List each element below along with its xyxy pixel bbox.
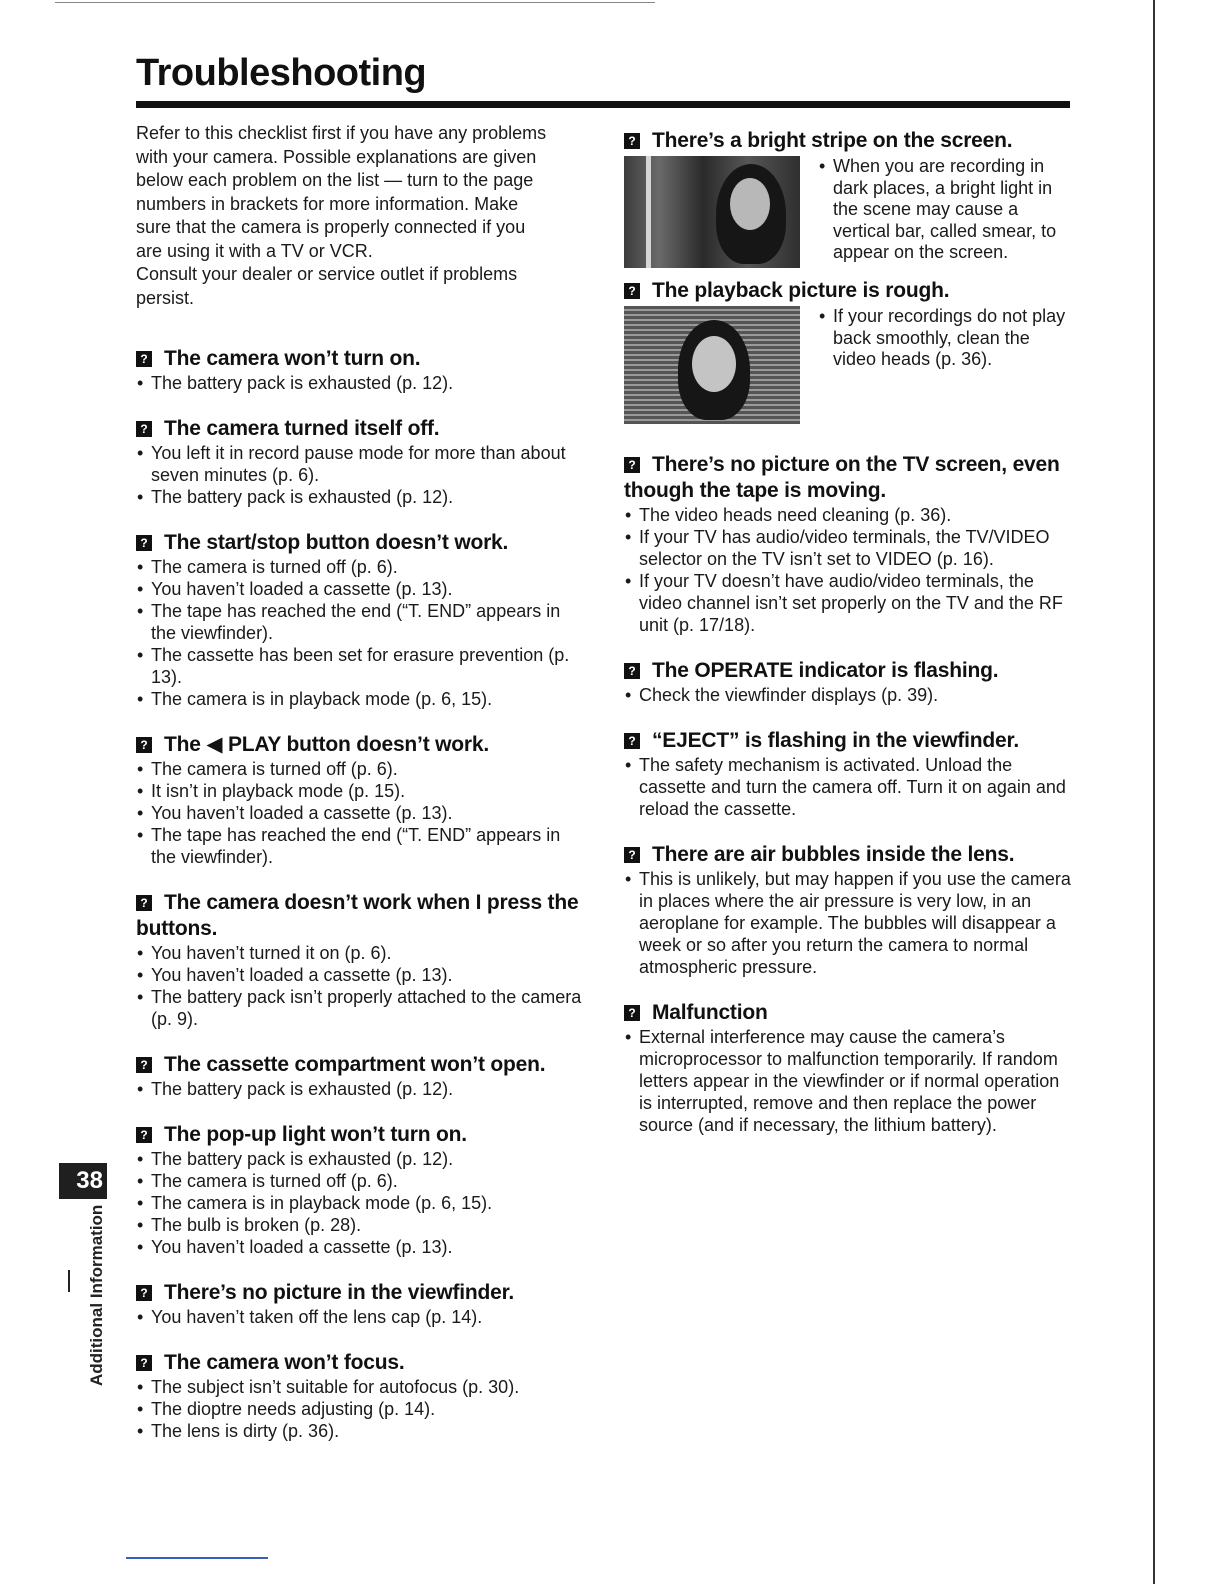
intro-line: persist. (136, 287, 195, 308)
list-item: • The battery pack is exhausted (p. 12). (136, 372, 586, 394)
problem-bright-stripe (624, 128, 1074, 268)
list-item: • The battery pack is exhausted (p. 12). (136, 1078, 586, 1100)
example-with-photo (624, 306, 1074, 424)
problem-operate-flashing (624, 658, 1074, 706)
intro-line: below each problem on the list — turn to the page (136, 170, 534, 190)
intro-line: numbers in brackets for more information. Make (136, 193, 519, 214)
list-item: • Check the viewfinder displays (p. 39). (624, 684, 1074, 706)
problem-title: The start/stop button doesn’t work. (164, 531, 509, 554)
question-icon: ? (136, 535, 152, 551)
list-item: • You haven’t turned it on (p. 6). (136, 942, 586, 964)
problem-no-viewfinder-picture (136, 1280, 586, 1328)
problem-title: There’s no picture on the TV screen, even though the tape is moving. (624, 453, 1060, 502)
list-item: • The battery pack is exhausted (p. 12). (136, 1148, 586, 1170)
question-icon: ? (624, 847, 640, 863)
problem-rough-playback (624, 278, 1074, 424)
list-item: • This is unlikely, but may happen if you use the camera in places where the air pressure is very low, in an aeroplane for example. The bubbles will disappear a week or so after you return the camera to normal atmospheric pressure. (624, 868, 1074, 978)
problem-title: The camera won’t turn on. (164, 347, 421, 370)
problem-camera-turned-off (136, 416, 586, 508)
list-item: • It isn’t in playback mode (p. 15). (136, 780, 586, 802)
question-icon: ? (136, 1127, 152, 1143)
problem-heading (624, 658, 1074, 684)
problem-title: There’s no picture in the viewfinder. (164, 1281, 515, 1304)
problem-heading (136, 1052, 586, 1078)
scan-mark-bottom (126, 1557, 268, 1559)
question-icon: ? (624, 283, 640, 299)
problem-play-button (136, 732, 586, 868)
problem-heading (624, 452, 1074, 504)
problem-title: The camera doesn’t work when I press the buttons. (136, 891, 579, 940)
list-item: • The video heads need cleaning (p. 36). (624, 504, 1074, 526)
question-icon: ? (136, 351, 152, 367)
problem-title: The cassette compartment won’t open. (164, 1053, 546, 1076)
problem-heading (136, 1280, 586, 1306)
smear-example-photo (624, 156, 800, 268)
problem-heading (624, 728, 1074, 754)
page-title: Troubleshooting (136, 52, 427, 94)
problem-title: The playback picture is rough. (652, 279, 950, 302)
scan-edge-top (55, 2, 655, 3)
question-icon: ? (136, 895, 152, 911)
list-item: • You left it in record pause mode for more than about seven minutes (p. 6). (136, 442, 586, 486)
title-rule (136, 101, 1070, 108)
list-item: • The camera is in playback mode (p. 6, 15). (136, 688, 586, 710)
problem-title: The OPERATE indicator is flashing. (652, 659, 999, 682)
problem-title: “EJECT” is flashing in the viewfinder. (652, 729, 1019, 752)
problem-heading (624, 278, 1074, 304)
list-item: • The camera is turned off (p. 6). (136, 556, 586, 578)
problem-title: The camera won’t focus. (164, 1351, 405, 1374)
list-item: • If your TV doesn’t have audio/video terminals, the video channel isn’t set properly on the TV and the RF unit (p. 17/18). (624, 570, 1074, 636)
list-item: • You haven’t loaded a cassette (p. 13). (136, 964, 586, 986)
problem-cassette-compartment (136, 1052, 586, 1100)
list-item: • The dioptre needs adjusting (p. 14). (136, 1398, 586, 1420)
problem-title: There’s a bright stripe on the screen. (652, 129, 1013, 152)
page-number-tab: 38 (59, 1163, 107, 1199)
problem-heading (624, 1000, 1074, 1026)
question-icon: ? (624, 133, 640, 149)
list-item: • The tape has reached the end (“T. END” appears in the viewfinder). (136, 824, 586, 868)
problem-no-tv-picture (624, 452, 1074, 636)
rough-playback-photo (624, 306, 800, 424)
side-rule (68, 1270, 70, 1292)
problem-title: Malfunction (652, 1001, 768, 1024)
problem-heading (136, 890, 586, 942)
problem-heading (624, 128, 1074, 154)
list-item: • External interference may cause the camera’s microprocessor to malfunction temporarily. If random letters appear in the viewfinder or if normal operation is interrupted, remove and then replace the power source (and if necessary, the lithium battery). (624, 1026, 1074, 1136)
list-item: • The tape has reached the end (“T. END” appears in the viewfinder). (136, 600, 586, 644)
list-item: • The camera is in playback mode (p. 6, 15). (136, 1192, 586, 1214)
question-icon: ? (136, 1057, 152, 1073)
list-item: • The cassette has been set for erasure prevention (p. 13). (136, 644, 586, 688)
list-item: • The camera is turned off (p. 6). (136, 1170, 586, 1192)
list-item: • If your recordings do not play back smoothly, clean the video heads (p. 36). (818, 306, 1074, 371)
scan-edge-right (1153, 0, 1155, 1584)
problem-title: The pop-up light won’t turn on. (164, 1123, 467, 1146)
list-item: • You haven’t loaded a cassette (p. 13). (136, 1236, 586, 1258)
list-item: • You haven’t taken off the lens cap (p. 14). (136, 1306, 586, 1328)
problem-camera-wont-turn-on (136, 346, 586, 394)
problem-title: There are air bubbles inside the lens. (652, 843, 1015, 866)
problem-wont-focus (136, 1350, 586, 1442)
intro-line: with your camera. Possible explanations are given (136, 146, 537, 167)
list-item: • The camera is turned off (p. 6). (136, 758, 586, 780)
list-item: • The bulb is broken (p. 28). (136, 1214, 586, 1236)
problem-heading (136, 346, 586, 372)
problem-air-bubbles (624, 842, 1074, 978)
list-item: • The subject isn’t suitable for autofocus (p. 30). (136, 1376, 586, 1398)
question-icon: ? (624, 1005, 640, 1021)
problem-title: The camera turned itself off. (164, 417, 440, 440)
intro-line: are using it with a TV or VCR. (136, 240, 373, 261)
problem-heading (136, 732, 586, 758)
problem-heading (624, 842, 1074, 868)
list-item: • The battery pack is exhausted (p. 12). (136, 486, 586, 508)
problem-heading (136, 416, 586, 442)
smear-stripe (646, 156, 651, 268)
list-item: • The lens is dirty (p. 36). (136, 1420, 586, 1442)
problem-eject-flashing (624, 728, 1074, 820)
example-with-photo (624, 156, 1074, 268)
question-icon: ? (136, 737, 152, 753)
list-item: • The battery pack isn’t properly attached to the camera (p. 9). (136, 986, 586, 1030)
left-column (136, 122, 586, 1442)
problem-heading (136, 1350, 586, 1376)
photo-face (692, 336, 736, 392)
problem-title: The ◀ PLAY button doesn’t work. (164, 733, 489, 756)
intro-line: Refer to this checklist first if you have any problems (136, 123, 547, 143)
intro-text (136, 122, 586, 310)
problem-heading (136, 530, 586, 556)
question-icon: ? (624, 733, 640, 749)
photo-face (730, 178, 770, 230)
question-icon: ? (624, 663, 640, 679)
list-item: • The safety mechanism is activated. Unload the cassette and turn the camera off. Turn it on again and reload the cassette. (624, 754, 1074, 820)
question-icon: ? (136, 421, 152, 437)
list-item: • If your TV has audio/video terminals, the TV/VIDEO selector on the TV isn’t set to VIDEO (p. 16). (624, 526, 1074, 570)
intro-line: Consult your dealer or service outlet if problems (136, 264, 518, 284)
question-icon: ? (624, 457, 640, 473)
question-icon: ? (136, 1355, 152, 1371)
intro-line: sure that the camera is properly connected if you (136, 217, 526, 237)
section-side-label: Additional Information (87, 1204, 106, 1386)
list-item: • You haven’t loaded a cassette (p. 13). (136, 802, 586, 824)
list-item: • When you are recording in dark places, a bright light in the scene may cause a vertical bar, called smear, to appear on the screen. (818, 156, 1074, 264)
problem-heading (136, 1122, 586, 1148)
problem-buttons-dont-work (136, 890, 586, 1030)
list-item: • You haven’t loaded a cassette (p. 13). (136, 578, 586, 600)
problem-start-stop (136, 530, 586, 710)
right-column (624, 122, 1074, 1136)
problem-malfunction (624, 1000, 1074, 1136)
question-icon: ? (136, 1285, 152, 1301)
problem-popup-light (136, 1122, 586, 1258)
